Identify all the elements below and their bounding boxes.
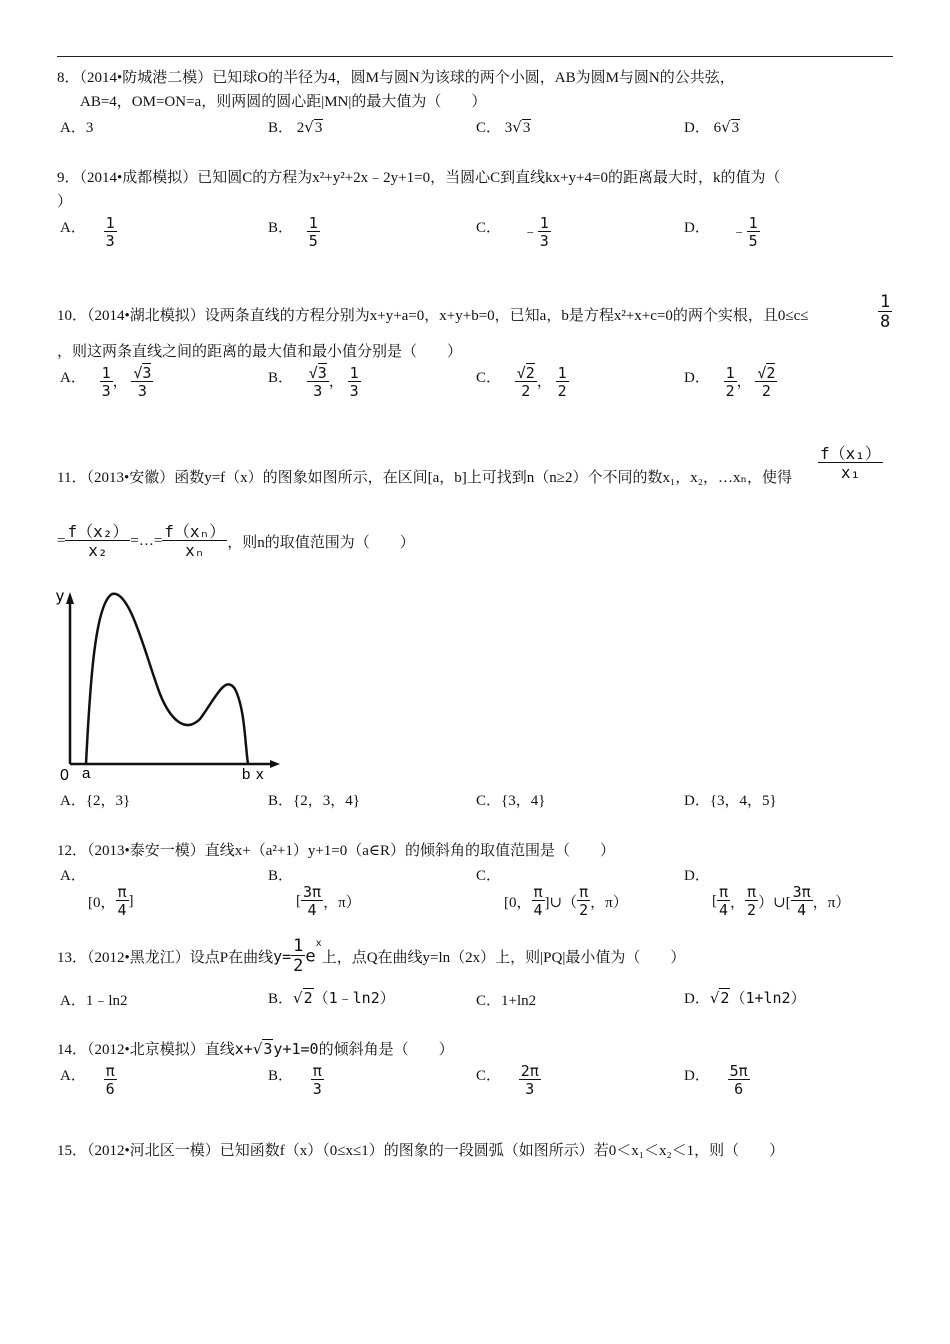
q8-stem-line2: AB=4，OM=ON=a，则两圆的圆心距|MN|的最大值为（ ） — [80, 94, 487, 110]
q11-option-d[interactable]: D．{3，4，5} — [684, 793, 777, 809]
y-axis-arrow — [66, 592, 74, 604]
q12-option-d[interactable]: D． [ $\frac{\pi}{4}$ ， $\frac{\pi}{2}$ ）∪[ $\frac{3\pi}{4}$ ，π） — [684, 868, 851, 919]
q10-option-c[interactable]: C． $\frac{√2}{2}$ ， $\frac{1}{2}$ — [476, 364, 567, 400]
q9-stem: 9．（2014•成都模拟）已知圆C的方程为x²+y²+2x﹣2y+1=0，当圆心C到直线kx+y+4=0的距离最大时，k的值为（ — [57, 170, 781, 186]
x-axis-arrow — [270, 760, 280, 768]
q13-stem: 13．（2012•黑龙江）设点P在曲线y= $\frac{1}{2}$ $e^x$上，点Q在曲线y=ln（2x）上，则|PQ|最小值为（ ） — [57, 936, 686, 977]
q9-stem-end: ） — [57, 194, 73, 210]
q11-fraction-row: = $\frac{\text{f（x₂）}}{\text{x₂}}$ =…= $\frac{\text{f（xₙ）}}{\text{xₙ}}$ ，则n的取值范围为（ ） — [57, 522, 415, 560]
q8-d-value: 6√3 — [713, 118, 740, 136]
q8-option-d[interactable] — [684, 116, 740, 137]
q10-stem: 10．（2014•湖北模拟）设两条直线的方程分别为x+y+a=0，x+y+b=0，已知a，b是方程x²+x+c=0的两个实根，且0≤c≤ — [57, 308, 809, 324]
q13-option-d[interactable]: D．√2（1+ln2） — [684, 989, 806, 1007]
q9-option-c[interactable]: C． ﹣ $\frac{1}{3}$ — [476, 214, 549, 250]
q11-option-a[interactable]: A．{2，3} — [60, 793, 131, 809]
a-label: a — [82, 765, 91, 782]
q11-option-c[interactable]: C．{3，4} — [476, 793, 546, 809]
q14-option-d[interactable]: D． $\frac{5\pi}{6}$ — [684, 1062, 748, 1098]
q12-option-b[interactable]: B． [ $\frac{3\pi}{4}$ ，π） — [268, 868, 361, 919]
q11-function-graph — [50, 584, 290, 784]
q10-fraction: $\frac{1}{8}$ — [880, 292, 891, 332]
option-label: B． — [268, 120, 294, 136]
q9-c-fraction: $\frac{1}{3}$ — [539, 214, 549, 250]
function-curve — [86, 594, 248, 764]
q14-option-c[interactable]: C． $\frac{2\pi}{3}$ — [476, 1062, 539, 1098]
q11-option-b[interactable]: B．{2，3，4} — [268, 793, 360, 809]
q12-stem: 12．（2013•泰安一模）直线x+（a²+1）y+1=0（a∈R）的倾斜角的取值范围是（ ） — [57, 843, 616, 859]
q10-option-a[interactable]: A． $\frac{1}{3}$ ， $\frac{√3}{3}$ — [60, 364, 152, 400]
q9-option-d[interactable]: D． ﹣ $\frac{1}{5}$ — [684, 214, 758, 250]
q11-fraction-1: $\frac{\text{f（x₁）}}{\text{x₁}}$ — [820, 444, 881, 482]
q8-option-b[interactable] — [268, 116, 323, 137]
b-label: b — [242, 766, 251, 783]
origin-label: 0 — [60, 767, 69, 784]
q15-stem: 15．（2012•河北区一模）已知函数f（x）（0≤x≤1）的图象的一段圆弧（如图所示）若0＜x₁＜x₂＜1，则（ ） — [57, 1143, 785, 1159]
q14-stem: 14．（2012•北京模拟）直线x+√3y+1=0的倾斜角是（ ） — [57, 1040, 454, 1058]
q8-stem-line1: 8．（2014•防城港二模）已知球O的半径为4，圆M与圆N为该球的两个小圆，AB为圆M与圆N的公共弦， — [57, 70, 735, 86]
q8-option-c[interactable] — [476, 116, 531, 137]
q14-option-a[interactable]: A． $\frac{\pi}{6}$ — [60, 1062, 115, 1098]
q8-option-a[interactable]: A．3 — [60, 120, 94, 136]
q9-d-fraction: $\frac{1}{5}$ — [748, 214, 758, 250]
q10-option-d[interactable]: D． $\frac{1}{2}$ ， $\frac{√2}{2}$ — [684, 364, 776, 400]
q13-option-c[interactable]: C．1+ln2 — [476, 993, 537, 1009]
top-rule — [57, 56, 893, 57]
q14-option-b[interactable]: B． $\frac{\pi}{3}$ — [268, 1062, 322, 1098]
q8-c-value: 3√3 — [504, 118, 531, 136]
option-label: D． — [684, 120, 710, 136]
q10-option-b[interactable]: B． $\frac{√3}{3}$ ， $\frac{1}{3}$ — [268, 364, 359, 400]
y-label: y — [56, 588, 64, 605]
q9-option-b[interactable]: B． $\frac{1}{5}$ — [268, 214, 318, 250]
q12-option-a[interactable]: A． [0， $\frac{\pi}{4}$ ] — [60, 868, 134, 919]
option-label: C． — [476, 120, 502, 136]
x-label: x — [256, 766, 264, 783]
q9-a-fraction: $\frac{1}{3}$ — [105, 214, 115, 250]
q12-option-c[interactable]: C． [0， $\frac{\pi}{4}$ ]∪（ $\frac{\pi}{2}$ ，π） — [476, 868, 628, 919]
q9-option-a[interactable]: A． $\frac{1}{3}$ — [60, 214, 115, 250]
q8-b-value: 2√3 — [296, 118, 323, 136]
q11-stem: 11．（2013•安徽）函数y=f（x）的图象如图所示，在区间[a，b]上可找到n（n≥2）个不同的数x₁，x₂，…xₙ，使得 — [57, 470, 792, 486]
q13-option-b[interactable]: B．√2（1﹣ln2） — [268, 989, 395, 1007]
q9-b-fraction: $\frac{1}{5}$ — [308, 214, 318, 250]
q13-option-a[interactable]: A．1﹣ln2 — [60, 993, 128, 1009]
q10-stem-end: ，则这两条直线之间的距离的最大值和最小值分别是（ ） — [57, 344, 463, 360]
